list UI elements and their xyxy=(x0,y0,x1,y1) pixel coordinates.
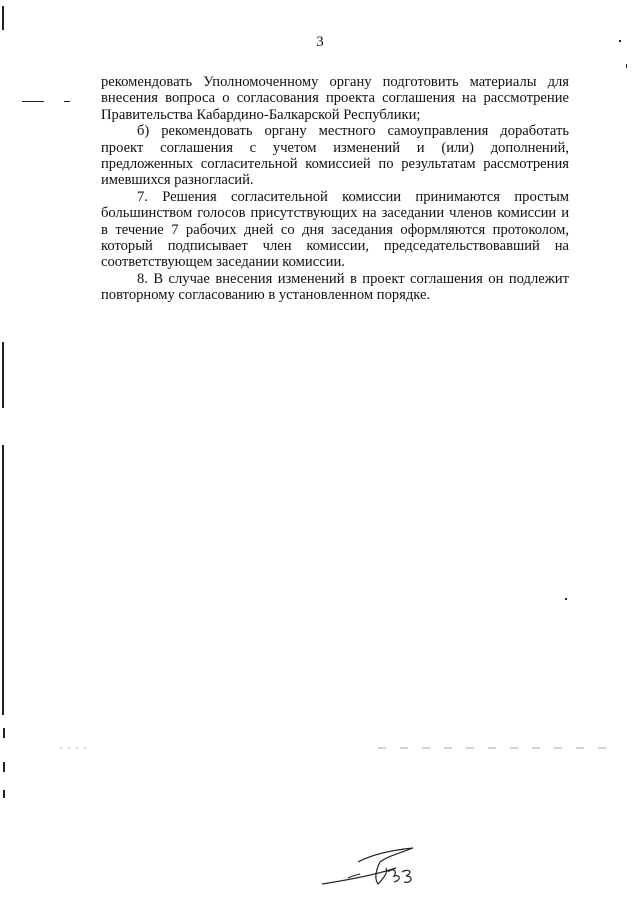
scan-margin-mark xyxy=(2,6,4,30)
scan-margin-mark xyxy=(2,445,4,715)
page-number: 3 xyxy=(316,34,324,50)
handwritten-signature xyxy=(318,842,428,892)
scan-dot xyxy=(619,40,621,42)
paragraph-item-7: 7. Решения согласительной комиссии принимаются простым большинством голосов присутствующих на заседании членов комиссии и в течение 7 рабочих дней со дня заседания оформляются протоколом, который подписывает член комиссии, председательствовавший на соответствующем заседании комиссии. xyxy=(101,188,569,271)
paragraph-continuation: рекомендовать Уполномоченному органу подготовить материалы для внесения вопроса о согласования проекта соглашения на рассмотрение Правительства Кабардино-Балкарской Республики; xyxy=(101,74,569,123)
scan-margin-mark xyxy=(3,790,5,798)
scan-margin-mark xyxy=(2,342,4,408)
scan-margin-mark xyxy=(3,762,5,772)
scan-dot xyxy=(626,64,627,68)
scan-dot xyxy=(565,598,567,600)
document-body xyxy=(101,74,569,304)
scan-margin-mark xyxy=(3,728,5,738)
paragraph-item-b: б) рекомендовать органу местного самоуправления доработать проект соглашения с учетом изменений и (или) дополнений, предложенных согласительной комиссией по результатам рассмотрения имевшихся разногласий. xyxy=(101,123,569,189)
scan-margin-mark xyxy=(22,101,44,102)
scan-dashed-line xyxy=(60,744,620,752)
scan-margin-mark xyxy=(64,101,70,102)
paragraph-item-8: 8. В случае внесения изменений в проект соглашения он подлежит повторному согласованию в установленном порядке. xyxy=(101,270,569,304)
